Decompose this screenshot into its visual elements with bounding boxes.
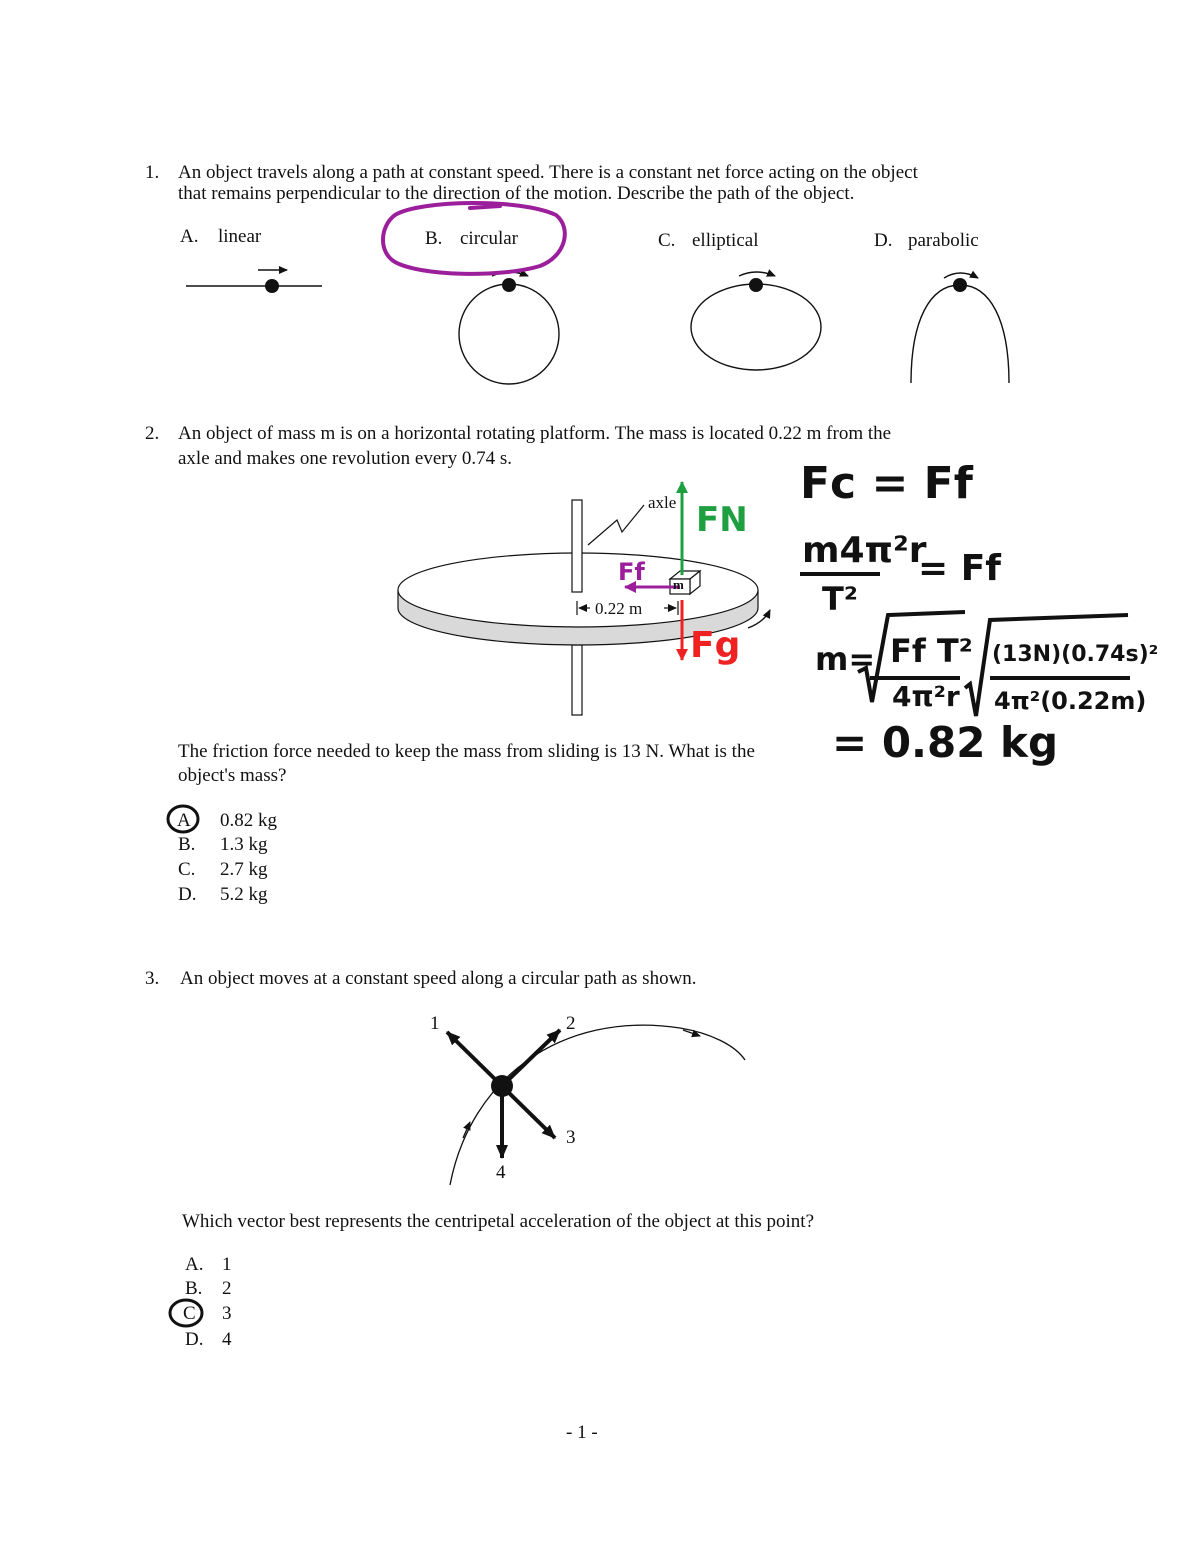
q3-number: 3. — [145, 968, 160, 989]
q3-vector-label-3: 3 — [566, 1127, 576, 1148]
q2-choice-c-letter[interactable]: C. — [178, 859, 196, 880]
q3-vector-label-4: 4 — [496, 1162, 506, 1183]
q3-choice-c-letter[interactable]: C — [183, 1303, 196, 1324]
hw-equation-3-numerator: Ff T² — [890, 632, 973, 670]
q3-question: An object moves at a constant speed along a circular path as shown. — [180, 968, 697, 989]
q1-question-line1: An object travels along a path at constant speed. There is a constant net force acting on the object — [178, 162, 918, 183]
q2-number: 2. — [145, 423, 160, 444]
q3-choice-d-letter[interactable]: D. — [185, 1329, 204, 1350]
q2-followup-line2: object's mass? — [178, 765, 287, 786]
hw-equation-2-numerator: m4π²r — [802, 530, 927, 571]
q2-choice-d-text[interactable]: 5.2 kg — [220, 884, 268, 905]
hw-equation-2-rhs: = Ff — [918, 548, 1001, 589]
hw-equation-3-denominator: 4π²r — [892, 680, 960, 713]
hw-equation-2-denominator: T² — [822, 580, 858, 618]
q3-followup: Which vector best represents the centripetal acceleration of the object at this point? — [182, 1211, 815, 1232]
q1-option-c-text[interactable]: elliptical — [692, 230, 759, 251]
q1-option-d-text[interactable]: parabolic — [908, 230, 979, 251]
hw-equation-3-numerator-values: (13N)(0.74s)² — [992, 642, 1159, 667]
q1-option-b-text[interactable]: circular — [460, 228, 519, 249]
hw-answer: = 0.82 kg — [832, 718, 1059, 767]
q2-mass-label: m — [673, 577, 684, 592]
hw-friction-force-label: Ff — [618, 558, 645, 586]
q3-choice-a-text[interactable]: 1 — [222, 1254, 232, 1275]
q1-option-d-letter[interactable]: D. — [874, 230, 893, 251]
q2-choice-a-letter[interactable]: A — [177, 810, 191, 831]
q1-parabolic-diagram — [911, 273, 1009, 383]
q1-option-a-text[interactable]: linear — [218, 226, 262, 247]
hw-equation-3-lhs: m= — [815, 640, 876, 678]
q3-choice-a-letter[interactable]: A. — [185, 1254, 204, 1275]
q2-choice-c-text[interactable]: 2.7 kg — [220, 859, 268, 880]
hw-equation-1: Fc = Ff — [800, 458, 973, 509]
q1-option-c-letter[interactable]: C. — [658, 230, 676, 251]
q2-followup-line1: The friction force needed to keep the mass from sliding is 13 N. What is the — [178, 741, 755, 762]
hw-gravity-force-label: Fg — [690, 625, 741, 666]
q1-linear-diagram — [186, 270, 322, 293]
q1-option-b-letter[interactable]: B. — [425, 228, 443, 249]
q3-vector-label-2: 2 — [566, 1013, 576, 1034]
q3-vector-diagram — [447, 1025, 745, 1185]
q2-question-line1: An object of mass m is on a horizontal rotating platform. The mass is located 0.22 m from the — [178, 423, 892, 444]
q3-choice-d-text[interactable]: 4 — [222, 1329, 232, 1350]
q2-distance-label: 0.22 m — [595, 599, 643, 618]
q2-choice-d-letter[interactable]: D. — [178, 884, 197, 905]
hw-equation-3-denominator-values: 4π²(0.22m) — [994, 687, 1147, 715]
q1-circular-diagram — [459, 272, 559, 384]
hw-normal-force-label: FN — [696, 500, 748, 540]
q1-option-a-letter[interactable]: A. — [180, 226, 199, 247]
q2-choice-a-text[interactable]: 0.82 kg — [220, 810, 277, 831]
q1-question-line2: that remains perpendicular to the direction of the motion. Describe the path of the object. — [178, 183, 855, 204]
q3-choice-b-letter[interactable]: B. — [185, 1278, 203, 1299]
q2-choice-b-letter[interactable]: B. — [178, 834, 196, 855]
page-number: - 1 - — [566, 1422, 598, 1443]
q3-choice-b-text[interactable]: 2 — [222, 1278, 232, 1299]
q3-choice-c-text[interactable]: 3 — [222, 1303, 232, 1324]
q2-choice-b-text[interactable]: 1.3 kg — [220, 834, 268, 855]
q1-number: 1. — [145, 162, 160, 183]
q2-axle-label: axle — [648, 493, 677, 512]
q3-vector-label-1: 1 — [430, 1013, 440, 1034]
q2-question-line2: axle and makes one revolution every 0.74 s. — [178, 448, 512, 469]
q1-elliptical-diagram — [691, 272, 821, 370]
